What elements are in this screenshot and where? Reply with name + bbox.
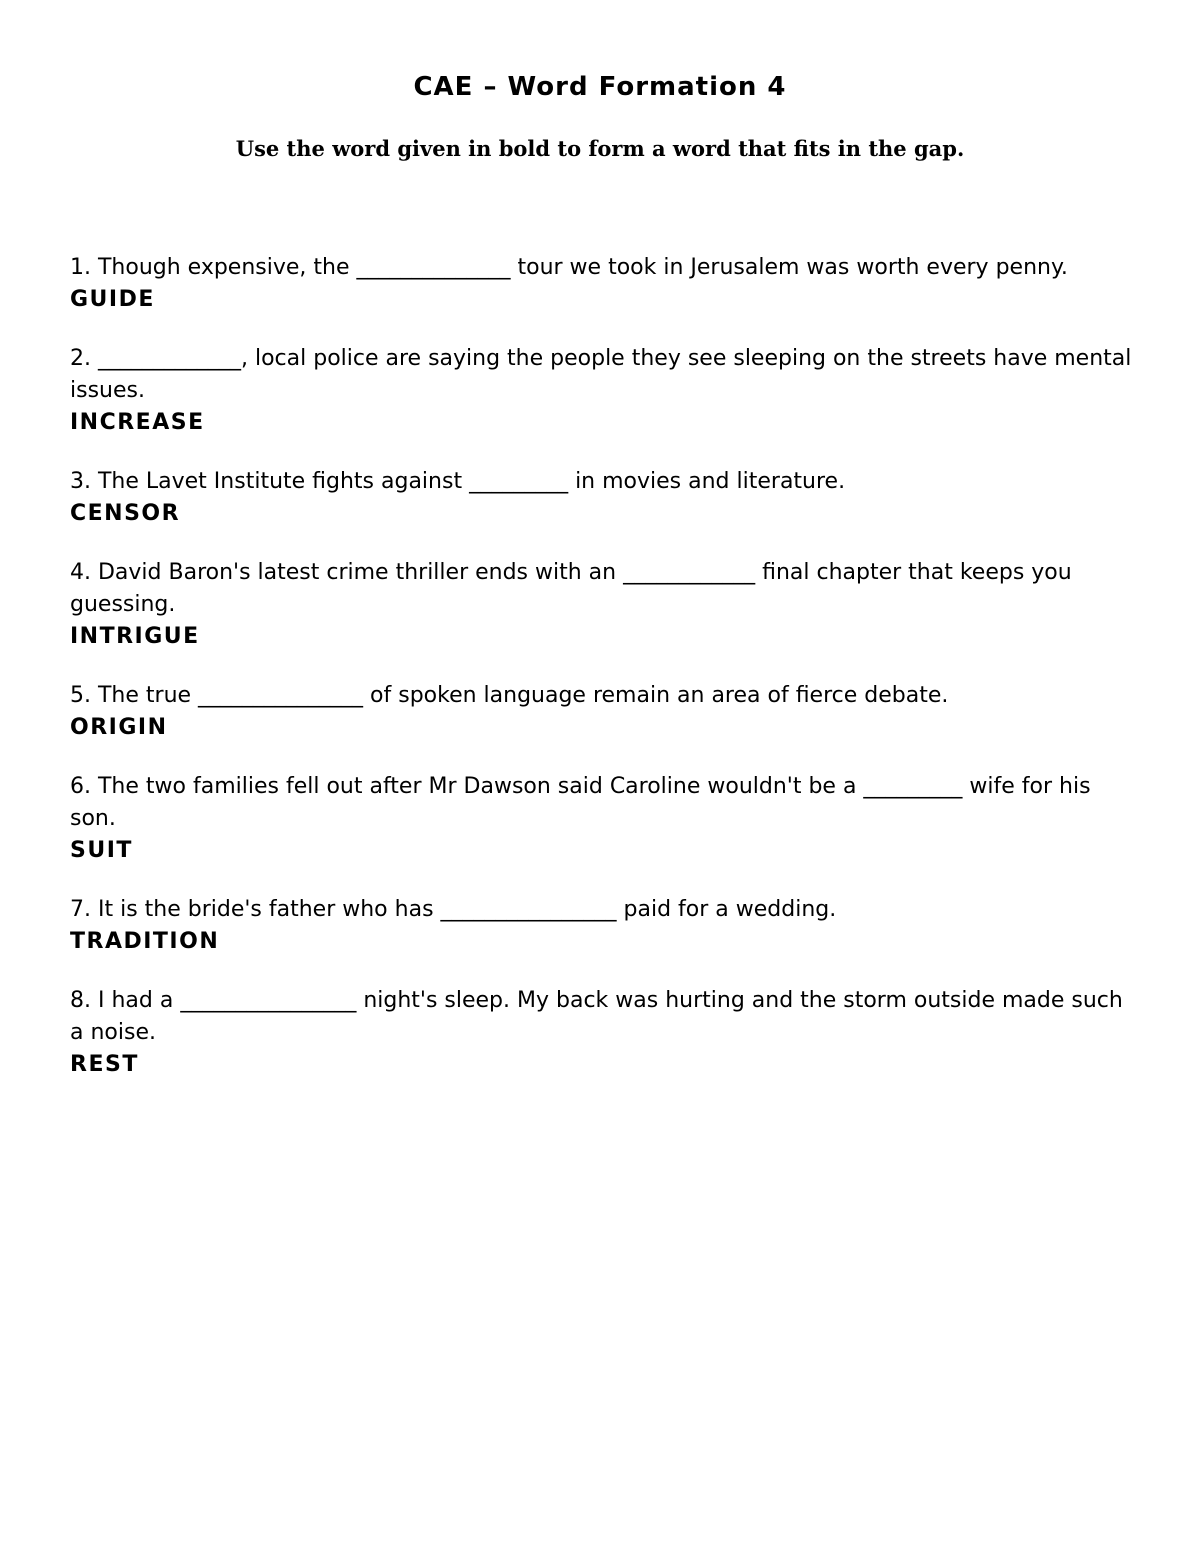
question-list [70, 252, 1140, 1108]
stem-word: SUIT [70, 838, 133, 863]
question-1 [70, 252, 1140, 316]
question-2 [70, 343, 1140, 439]
stem-word: REST [70, 1052, 139, 1077]
question-5 [70, 680, 1140, 744]
question-text: 5. The true _______________ of spoken language remain an area of fierce debate. [70, 683, 949, 708]
question-6 [70, 771, 1140, 867]
question-text: 3. The Lavet Institute fights against _________ in movies and literature. [70, 469, 846, 494]
question-text: 1. Though expensive, the ______________ tour we took in Jerusalem was worth every penny. [70, 255, 1068, 280]
stem-word: CENSOR [70, 501, 181, 526]
question-text: 6. The two families fell out after Mr Dawson said Caroline wouldn't be a _________ wife for his son. [70, 774, 1091, 831]
question-text: 4. David Baron's latest crime thriller ends with an ____________ final chapter that keeps you guessing. [70, 560, 1072, 617]
stem-word: INCREASE [70, 410, 205, 435]
question-8 [70, 985, 1140, 1081]
question-3 [70, 466, 1140, 530]
page-title: CAE – Word Formation 4 [413, 72, 787, 102]
stem-word: TRADITION [70, 929, 220, 954]
question-4 [70, 557, 1140, 653]
stem-word: ORIGIN [70, 715, 168, 740]
question-text: 7. It is the bride's father who has ________________ paid for a wedding. [70, 897, 837, 922]
question-7 [70, 894, 1140, 958]
stem-word: INTRIGUE [70, 624, 200, 649]
instructions: Use the word given in bold to form a word that fits in the gap. [235, 136, 965, 161]
stem-word: GUIDE [70, 287, 155, 312]
question-text: 8. I had a ________________ night's sleep. My back was hurting and the storm outside made such a noise. [70, 988, 1123, 1045]
question-text: 2. _____________, local police are saying the people they see sleeping on the streets have mental issues. [70, 346, 1132, 403]
